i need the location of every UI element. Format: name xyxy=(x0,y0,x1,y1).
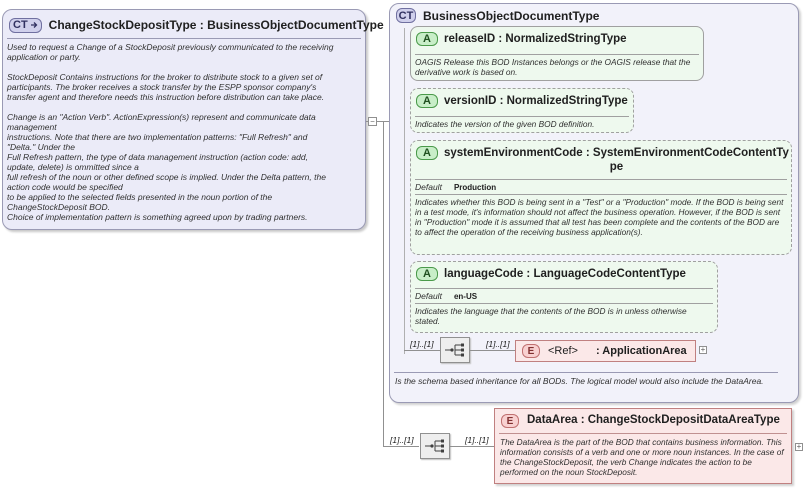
complex-type-icon: CT xyxy=(396,8,416,23)
attribute-name: versionID : NormalizedStringType xyxy=(444,95,628,107)
main-type-header xyxy=(9,15,384,35)
attribute-description: Indicates the language that the contents of the BOD is in unless otherwise stated. xyxy=(415,306,687,326)
expand-data-area-button[interactable]: + xyxy=(796,442,802,451)
sequence-icon xyxy=(441,338,469,362)
desc-line: Choice of implementation pattern is something agreed upon by trading partners. xyxy=(7,212,308,222)
attribute-name: languageCode : LanguageCodeContentType xyxy=(444,268,686,280)
sequence-multiplicity: [1]..[1] xyxy=(410,339,434,349)
desc-line: "Delta." Under the xyxy=(7,142,75,152)
desc-line: participants. The broker receives a stock transfer by the ESPP sponsor company's xyxy=(7,82,317,92)
attribute-description: OAGIS Release this BOD Instances belongs or the OAGIS release that the derivative work is based on. xyxy=(415,57,691,77)
attribute-default xyxy=(415,182,496,192)
desc-line: Full Refresh pattern, the type of data management instruction (action code: add, xyxy=(7,152,308,162)
desc-line: Used to request a Change of a StockDeposit previously communicated to the receiving xyxy=(7,42,334,52)
element-icon: E xyxy=(501,414,519,428)
attribute-divider xyxy=(415,288,713,289)
main-type-description xyxy=(7,42,363,222)
base-type-divider xyxy=(394,372,778,373)
connector-trunk xyxy=(383,121,384,446)
default-label: Default xyxy=(415,182,442,192)
main-type-divider xyxy=(7,38,361,39)
attribute-divider xyxy=(415,179,787,180)
element-divider xyxy=(499,433,787,434)
element-name: DataArea : ChangeStockDepositDataAreaType xyxy=(527,414,780,426)
base-type-description: Is the schema based inheritance for all BODs. The logical model would also include the DataArea. xyxy=(395,376,764,386)
attribute-icon: A xyxy=(416,32,438,46)
default-value: en-US xyxy=(453,292,478,301)
connector-line xyxy=(470,350,515,351)
attribute-name-line: systemEnvironmentCode : SystemEnvironmentCodeContentTy xyxy=(444,147,789,159)
change-stock-deposit-type-box[interactable] xyxy=(2,9,384,230)
element-application-area[interactable] xyxy=(515,340,696,362)
desc-line: StockDeposit Contains instructions for the broker to distribute stock to a given set of xyxy=(7,72,323,82)
attributes-guide-line xyxy=(404,28,405,354)
element-name: : ApplicationArea xyxy=(596,345,687,357)
complex-type-badge-text: CT xyxy=(13,19,28,31)
data-area-sequence-compositor[interactable] xyxy=(420,433,450,459)
attribute-icon: A xyxy=(416,267,438,281)
desc-line: Change is an "Action Verb". ActionExpression(s) represent and communicate data xyxy=(7,112,316,122)
default-label: Default xyxy=(415,291,442,301)
business-object-document-type-box[interactable] xyxy=(389,3,799,403)
element-multiplicity: [1]..[1] xyxy=(486,339,510,349)
extension-arrow-icon xyxy=(30,21,38,29)
attribute-system-environment-code[interactable] xyxy=(410,140,792,255)
desc-line: transfer agent and therefore needs this instruction before distribution can take place. xyxy=(7,92,325,102)
desc-gap xyxy=(7,102,363,112)
attribute-header xyxy=(416,32,627,46)
attribute-description: Indicates whether this BOD is being sent in a "Test" or a "Production" mode. If the BOD is being sent in a test mode, it's information should not affect the business operation. However, if the BOD is sent in "Production" mode it is assumed that all test has been complete and the contents of the BOD are to affect the operation of the receiving business application(s). xyxy=(415,197,784,237)
attribute-header xyxy=(416,267,686,281)
attribute-divider xyxy=(415,54,699,55)
attribute-divider xyxy=(415,303,713,304)
desc-line: management xyxy=(7,122,57,132)
expand-application-area-button[interactable]: + xyxy=(700,345,706,354)
attribute-name: releaseID : NormalizedStringType xyxy=(444,33,627,45)
attribute-divider xyxy=(415,194,787,195)
collapse-toggle[interactable]: − xyxy=(368,117,377,126)
attribute-icon: A xyxy=(416,94,438,108)
desc-line: full refresh of the noun or other defined scope is implied. Under the Delta pattern, the xyxy=(7,172,326,182)
attribute-language-code[interactable] xyxy=(410,261,718,333)
attribute-release-id[interactable] xyxy=(410,26,704,81)
attribute-name-line: pe xyxy=(609,161,624,173)
element-icon: E xyxy=(522,344,540,358)
element-data-area[interactable] xyxy=(494,408,792,484)
desc-gap xyxy=(7,62,363,72)
attribute-version-id[interactable] xyxy=(410,88,634,133)
element-ref-label: <Ref> xyxy=(548,345,578,357)
element-description: The DataArea is the part of the BOD that contains business information. This information consists of a verb and one or more noun instances. In the case of the ChangeStockDeposit, the verb Change indicates the action to be performed on the noun StockDeposit. xyxy=(500,437,784,477)
desc-line: application or party. xyxy=(7,52,81,62)
desc-line: to be applied to the selected fields presented in the noun portion of the xyxy=(7,192,273,202)
attribute-icon: A xyxy=(416,146,438,160)
desc-line: instructions. Note that there are two implementation patterns: "Full Refresh" and xyxy=(7,132,308,142)
data-area-sequence-multiplicity: [1]..[1] xyxy=(390,435,414,445)
connector-line xyxy=(383,446,419,447)
complex-type-icon xyxy=(9,18,42,33)
base-type-header xyxy=(396,8,599,23)
data-area-multiplicity: [1]..[1] xyxy=(465,435,489,445)
desc-line: update, delete) is ommitted since a xyxy=(7,162,139,172)
default-value: Production xyxy=(453,183,497,192)
desc-line: ChangeStockDeposit BOD. xyxy=(7,202,110,212)
attribute-header xyxy=(416,94,628,108)
connector-line xyxy=(404,350,440,351)
attribute-default xyxy=(415,291,477,301)
attribute-divider xyxy=(415,116,629,117)
attribute-description: Indicates the version of the given BOD definition. xyxy=(415,119,595,129)
sequence-compositor[interactable] xyxy=(440,337,470,363)
desc-line: action code would be specified xyxy=(7,182,123,192)
connector-line xyxy=(450,446,494,447)
sequence-icon xyxy=(421,434,449,458)
main-type-title: ChangeStockDepositType : BusinessObjectDocumentType xyxy=(48,18,384,32)
base-type-title: BusinessObjectDocumentType xyxy=(423,8,600,23)
attribute-header xyxy=(416,146,789,174)
attribute-name xyxy=(444,146,789,174)
